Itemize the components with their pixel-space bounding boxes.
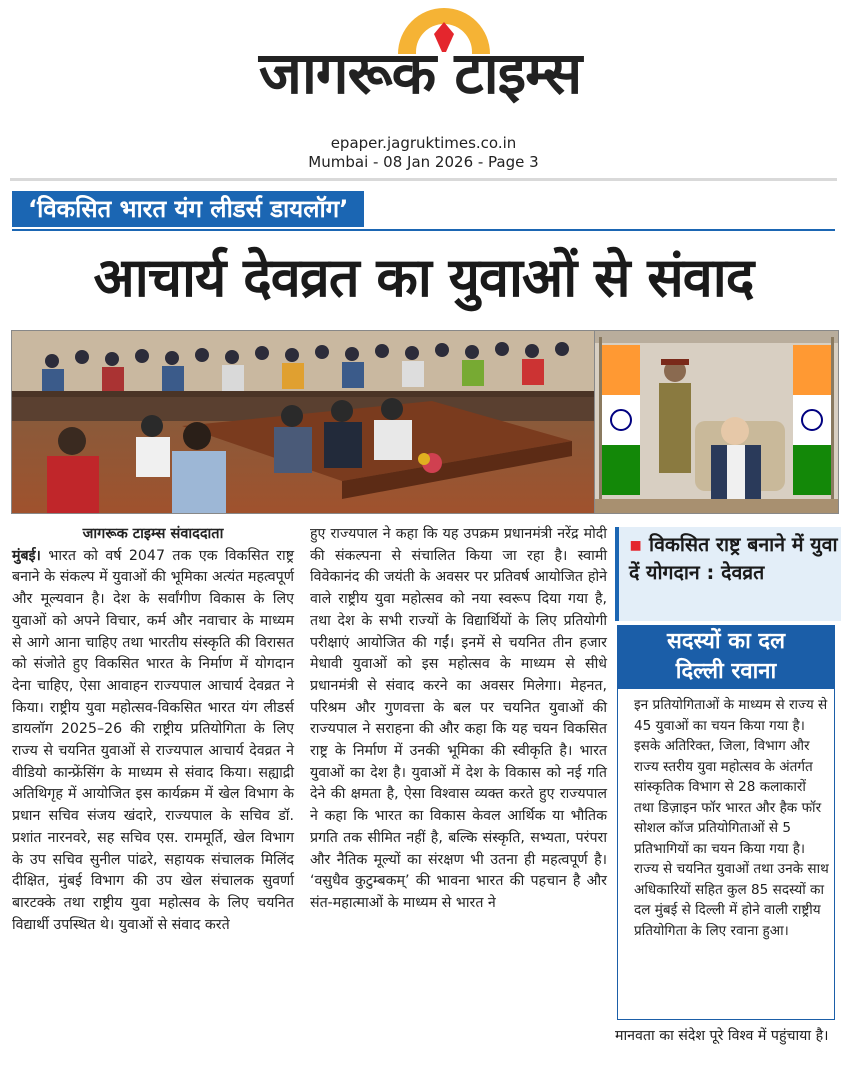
info-box-text: इन प्रतियोगिताओं के माध्यम से राज्य से 45 युवाओं का चयन किया गया है। इसके अतिरिक्त, जिला, विभाग और राज्य स्तरीय युवा महोत्सव के अंतर्गत सांस्कृतिक विभाग से 28 कलाकारों तथा डिज़ाइन फॉर भारत और हैक फॉर सोशल कॉज प्रतियोगिताओं से 5 प्रतिभागियों का चयन किया गया है। राज्य से चयनित युवाओं तथा उनके साथ अधिकारियों सहित कुल 85 सदस्यों का दल मुंबई से दिल्ली में होने वाली राष्ट्रीय प्रतियोगिता के लिए रवाना हुआ। <box>634 697 829 939</box>
subhead-text: विकसित राष्ट्र बनाने में युवा दें योगदान : देवव्रत <box>629 533 838 584</box>
newspaper-logo[interactable]: जागरूक टाइम्स <box>258 39 582 107</box>
bullet-square-icon: ▪ <box>629 533 643 556</box>
masthead <box>0 0 847 178</box>
site-url[interactable]: epaper.jagruktimes.co.in <box>330 134 517 152</box>
kicker-label: ‘विकसित भारत यंग लीडर्स डायलॉग’ <box>12 191 364 227</box>
info-box-title-line-1: सदस्यों का दल <box>666 629 786 654</box>
article-column-2 <box>310 524 607 915</box>
info-box-title-line-2: दिल्ली रवाना <box>675 659 777 684</box>
article-column-3-tail: मानवता का संदेश पूरे विश्व में पहुंचाया है। <box>615 1028 829 1044</box>
photo-governor <box>594 330 839 514</box>
info-box-title <box>617 625 835 689</box>
sidebar-subhead <box>615 527 841 621</box>
dateline: मुंबई। <box>12 547 41 564</box>
edition-info: Mumbai - 08 Jan 2026 - Page 3 <box>308 153 539 171</box>
byline: जागरूक टाइम्स संवाददाता <box>82 526 224 542</box>
article-column-1 <box>12 524 294 936</box>
kicker-bar <box>12 191 835 231</box>
masthead-divider <box>10 178 837 181</box>
photo-audience <box>11 330 595 514</box>
article-headline: आचार्य देवव्रत का युवाओं से संवाद <box>93 246 754 309</box>
info-box <box>617 689 835 1020</box>
column-2-text: हुए राज्यपाल ने कहा कि यह उपक्रम प्रधानमंत्री नरेंद्र मोदी की संकल्पना से संचालित किया जा रहा है। स्वामी विवेकानंद की जयंती के अवसर पर प्रतिवर्ष आयोजित होने वाले राष्ट्रीय युवा महोत्सव को नया स्वरूप दिया गया है, तथा देश के सभी राज्यों के विद्यार्थियों के लिए प्रतियोगी परीक्षाएं आयोजित की गईं। इनमें से चयनित तीन हजार मेधावी युवाओं को इस महोत्सव के माध्यम से सीधे प्रधानमंत्री से संवाद करने का अवसर मिलेगा। मेहनत, परिश्रम और गुणवत्ता के बल पर चयनित युवाओं की राज्यपाल ने सराहना की और कहा कि यह चयन विकसित राष्ट्र के निर्माण में उनकी भूमिका की स्वीकृति है। भारत युवाओं का देश है। युवाओं में देश के विकास को नई गति देने की क्षमता है, ऐसा विश्वास व्यक्त करते हुए राज्यपाल ने कहा कि भारत का विकास केवल आर्थिक या भौतिक प्रगति तक सीमित नहीं है, बल्कि संस्कृति, सभ्यता, परंपरा और नैतिक मूल्यों का संरक्षण भी उतना ही महत्वपूर्ण है। ‘वसुधैव कुटुम्बकम्’ की भावना भारत की पहचान है और संत-महात्माओं के माध्यम से भारत ने <box>310 526 607 911</box>
column-1-text: भारत को वर्ष 2047 तक एक विकसित राष्ट्र बनाने के संकल्प में युवाओं की भूमिका अत्यंत महत्वपूर्ण और मूल्यवान है। देश के सर्वांगीण विकास के लिए युवाओं को अपने विचार, कर्म और नवाचार के माध्यम से आगे आना चाहिए तथा भारतीय संस्कृति की विरासत को संजोते हुए विकसित भारत के निर्माण में योगदान देना चाहिए, ऐसा आवाहन राज्यपाल आचार्य देवव्रत ने किया। राष्ट्रीय युवा महोत्सव-विकसित भारत यंग लीडर्स डायलॉग 2025–26 की राष्ट्रीय प्रतियोगिता के लिए राज्य से चयनित युवाओं से राज्यपाल आचार्य देवव्रत ने वीडियो कान्फ्रेंसिंग के माध्यम से संवाद किया। सह्याद्री अतिथिगृह में आयोजित इस कार्यक्रम में खेल विभाग के प्रधान सचिव संजय खंदारे, राज्यपाल के सचिव डॉ. प्रशांत नारनवरे, सह सचिव एस. राममूर्ति, खेल विभाग के उप सचिव सुनील पांढरे, सहायक संचालक मिलिंद दीक्षित, मुंबई विभाग की उप खेल संचालक सुवर्णा बारटक्के तथा राष्ट्रीय युवा महोत्सव के लिए चयनित विद्यार्थी उपस्थित थे। युवाओं से संवाद करते <box>12 547 294 933</box>
